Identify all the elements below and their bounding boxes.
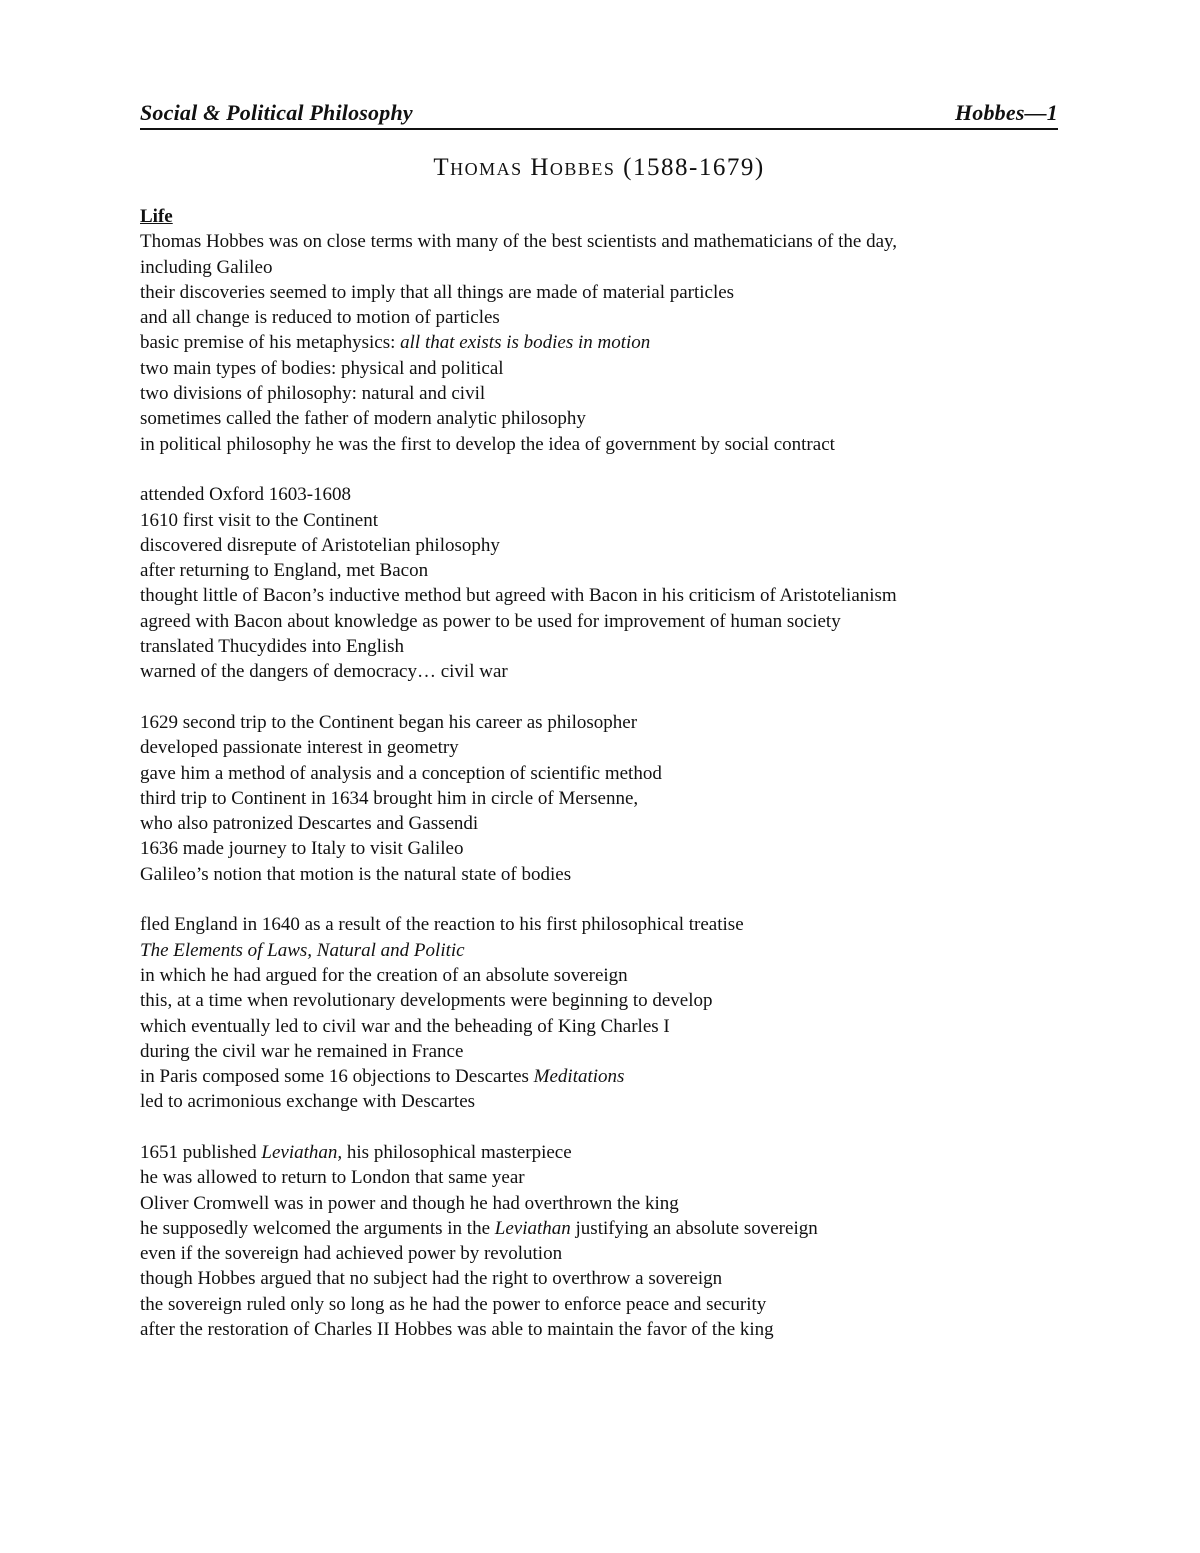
text-line: 1629 second trip to the Continent began his career as philosopher xyxy=(140,711,638,733)
text-line: third trip to Continent in 1634 brought him in circle of Mersenne, xyxy=(140,787,639,809)
italic-text-run: Meditations xyxy=(533,1066,625,1088)
paragraph-spacer xyxy=(140,887,1058,912)
text-line: he was allowed to return to London that same year xyxy=(140,1167,525,1189)
text-line: after returning to England, met Bacon xyxy=(140,560,429,582)
text-run: basic premise of his metaphysics: xyxy=(140,332,401,354)
text-line: during the civil war he remained in France xyxy=(140,1040,464,1062)
text-line: including Galileo xyxy=(140,256,273,278)
text-line: after the restoration of Charles II Hobbes was able to maintain the favor of the king xyxy=(140,1319,774,1341)
text-line xyxy=(140,330,1058,355)
document-body xyxy=(140,229,1058,1342)
italic-text-run: The Elements of Laws, Natural and Politic xyxy=(140,939,465,961)
italic-text-run: Leviathan xyxy=(494,1217,571,1239)
text-line: the sovereign ruled only so long as he had the power to enforce peace and security xyxy=(140,1293,767,1315)
text-line: in which he had argued for the creation of an absolute sovereign xyxy=(140,964,628,986)
text-run: justifying an absolute sovereign xyxy=(570,1217,818,1239)
text-line: discovered disrepute of Aristotelian philosophy xyxy=(140,534,500,556)
text-line: led to acrimonious exchange with Descartes xyxy=(140,1091,476,1113)
document-page xyxy=(140,100,1058,1342)
text-line: thought little of Bacon’s inductive method but agreed with Bacon in his criticism of Aristotelianism xyxy=(140,585,897,607)
text-run: his philosophical masterpiece xyxy=(342,1141,572,1163)
text-line xyxy=(140,1140,1058,1165)
header-page-label: Hobbes—1 xyxy=(954,100,1058,125)
text-run: 1651 published xyxy=(140,1141,262,1163)
text-line: though Hobbes argued that no subject had the right to overthrow a sovereign xyxy=(140,1268,723,1290)
text-line: 1636 made journey to Italy to visit Galileo xyxy=(140,838,464,860)
text-line: Galileo’s notion that motion is the natural state of bodies xyxy=(140,863,572,885)
text-line: agreed with Bacon about knowledge as power to be used for improvement of human society xyxy=(140,610,841,632)
text-line: Oliver Cromwell was in power and though he had overthrown the king xyxy=(140,1192,679,1214)
text-line: their discoveries seemed to imply that all things are made of material particles xyxy=(140,281,735,303)
text-line: translated Thucydides into English xyxy=(140,636,405,658)
text-line: sometimes called the father of modern analytic philosophy xyxy=(140,408,586,430)
text-line: and all change is reduced to motion of particles xyxy=(140,307,500,329)
paragraph-spacer xyxy=(140,457,1058,482)
section-heading-life: Life xyxy=(140,206,173,227)
text-line: this, at a time when revolutionary developments were beginning to develop xyxy=(140,990,713,1012)
text-line: even if the sovereign had achieved power by revolution xyxy=(140,1243,563,1265)
text-run: he supposedly welcomed the arguments in the xyxy=(140,1217,495,1239)
running-header xyxy=(140,100,1058,130)
text-line xyxy=(140,1064,1058,1089)
text-line: which eventually led to civil war and the beheading of King Charles I xyxy=(140,1015,670,1037)
text-line: two divisions of philosophy: natural and civil xyxy=(140,383,486,405)
text-line: warned of the dangers of democracy… civil war xyxy=(140,661,508,683)
text-line: who also patronized Descartes and Gassendi xyxy=(140,813,479,835)
header-course-title: Social & Political Philosophy xyxy=(140,100,413,125)
text-line xyxy=(140,1216,1058,1241)
text-line: attended Oxford 1603-1608 xyxy=(140,484,352,506)
document-title: Thomas Hobbes (1588-1679) xyxy=(433,154,765,181)
text-line: in political philosophy he was the first to develop the idea of government by social contract xyxy=(140,433,835,455)
italic-text-run: Leviathan, xyxy=(261,1141,343,1163)
paragraph-spacer xyxy=(140,685,1058,710)
text-line: two main types of bodies: physical and political xyxy=(140,357,504,379)
italic-text-run: all that exists is bodies in motion xyxy=(400,332,651,354)
text-line: fled England in 1640 as a result of the reaction to his first philosophical treatise xyxy=(140,914,744,936)
text-line: developed passionate interest in geometry xyxy=(140,737,459,759)
text-line: gave him a method of analysis and a conception of scientific method xyxy=(140,762,662,784)
text-line xyxy=(140,938,1058,963)
text-line: 1610 first visit to the Continent xyxy=(140,509,379,531)
paragraph-spacer xyxy=(140,1115,1058,1140)
text-run: in Paris composed some 16 objections to Descartes xyxy=(140,1066,534,1088)
text-line: Thomas Hobbes was on close terms with many of the best scientists and mathematicians of the day, xyxy=(140,231,898,253)
